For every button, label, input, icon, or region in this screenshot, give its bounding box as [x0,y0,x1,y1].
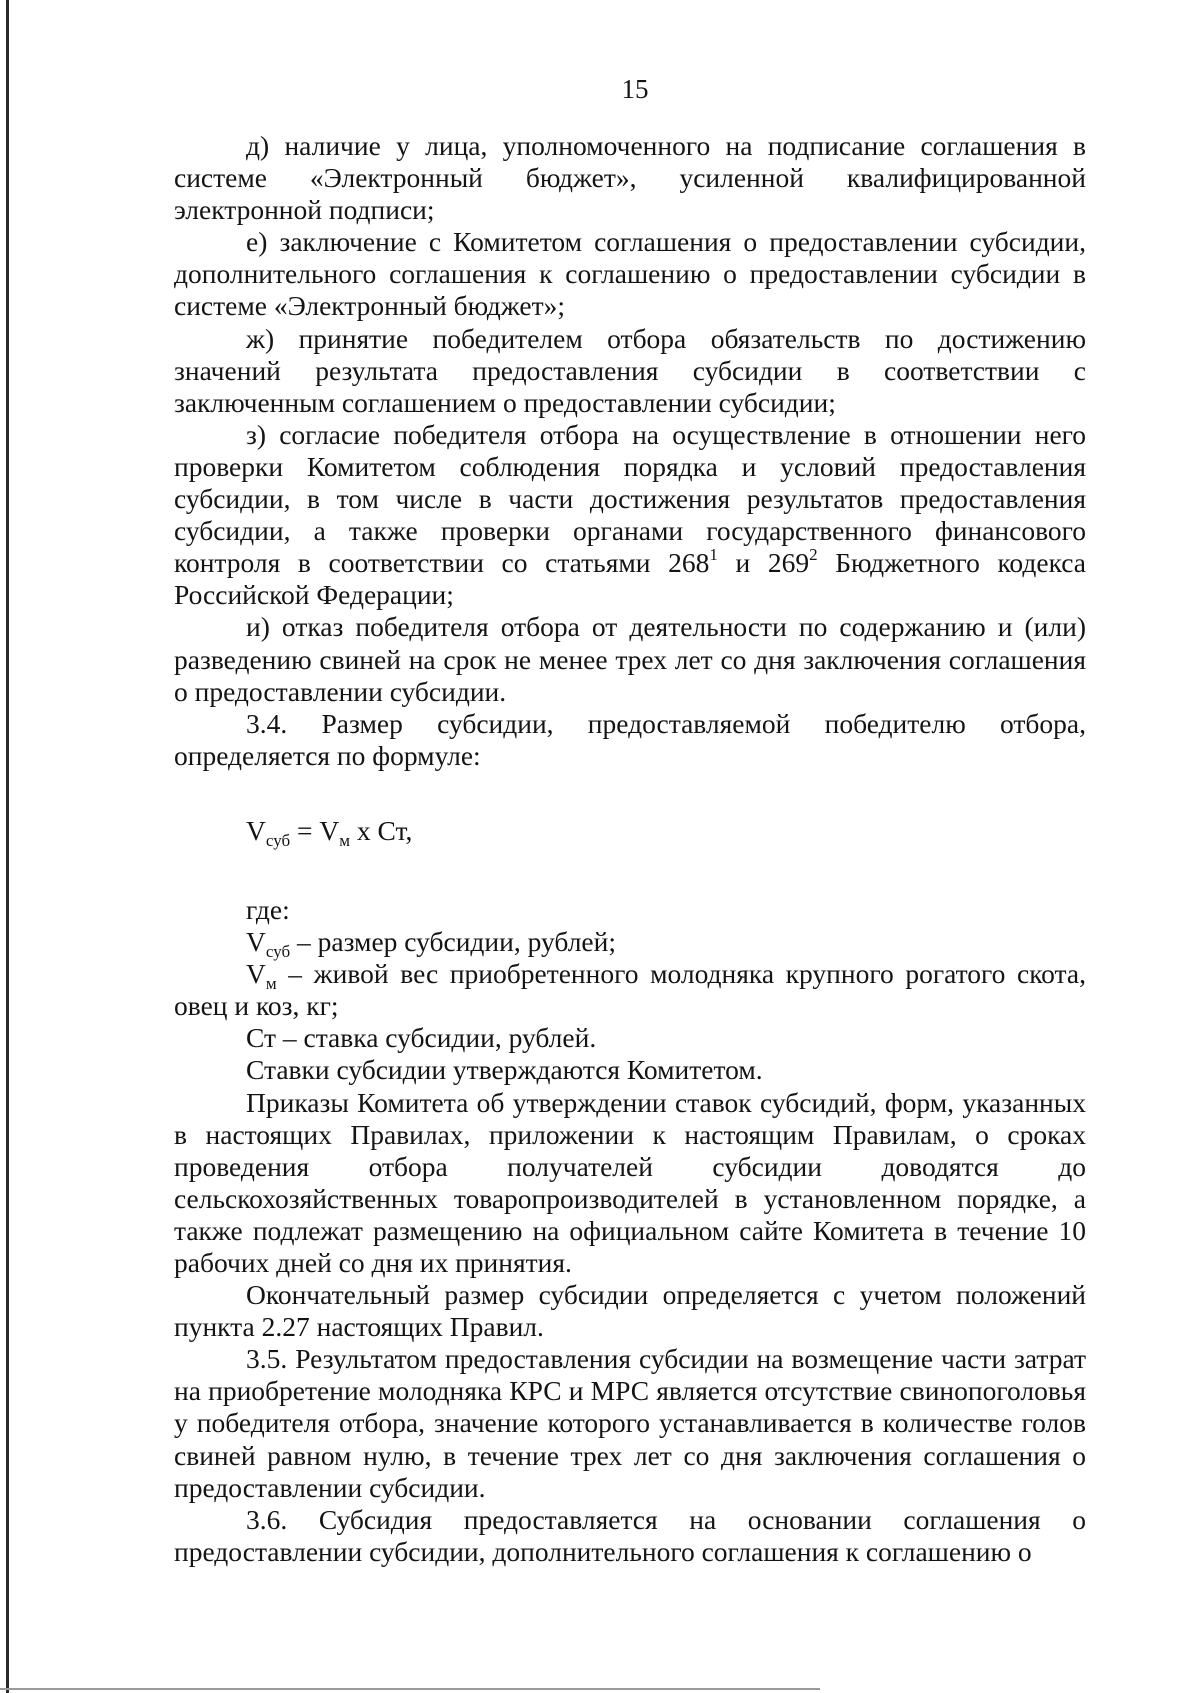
paragraph-z-text-2: и 269 [717,547,810,579]
formula-v-1: V [246,814,266,846]
paragraph-where: где: [246,893,290,925]
paragraph-3-5: 3.5. Результатом предоставления субсидии на возмещение части затрат на приобретение молодняка КРС и МРС является отсутствие свинопоголовья у победителя отбора, значение которого устанавливается в количестве голов свиней равном нулю, в течение трех лет со дня заключения соглашения о предоставлении субсидии. [174,1343,1086,1503]
paragraph-d: д) наличие у лица, уполномоченного на подписание соглашения в системе «Электронный бюджет», усиленной квалифицированной электронной подписи; [174,130,1086,226]
paragraph-e: е) заключение с Комитетом соглашения о предоставлении субсидии, дополнительного соглашения к соглашению о предоставлении субсидии в системе «Электронный бюджет»; [174,226,1086,322]
paragraph-rates: Ставки субсидии утверждаются Комитетом. [246,1054,763,1086]
paragraph-3-6: 3.6. Субсидия предоставляется на основании соглашения о предоставлении субсидии, дополнительного соглашения к соглашению о [174,1503,1086,1567]
paragraph-z [174,419,1086,612]
formula-v-2: V [319,814,340,846]
paragraph-orders: Приказы Комитета об утверждении ставок субсидий, форм, указанных в настоящих Правилах, приложении к настоящим Правилам, о сроках проведения отбора получателей субсидии доводятся до сельскохозяйственных товаропроизводителей в установленном порядке, а также подлежат размещению на официальном сайте Комитета в течение 10 рабочих дней со дня их принятия. [174,1086,1086,1278]
def-v-2: V [246,958,266,990]
scan-left-edge [6,0,9,1693]
paragraph-zh: ж) принятие победителем отбора обязательств по достижению значений результата предоставления субсидии в соответствии с заключенным соглашением о предоставлении субсидии; [174,322,1086,418]
definition-st: Ст – ставка субсидии, рублей. [246,1022,597,1054]
paragraph-3-4: 3.4. Размер субсидии, предоставляемой победителю отбора, определяется по формуле: [174,707,1086,771]
superscript-2: 2 [809,545,818,565]
def-sub-label: суб [265,942,291,962]
formula-m-label: м [339,830,351,850]
superscript-1: 1 [709,545,718,565]
def-vsub-text: – размер субсидии, рублей; [290,926,616,958]
subsidy-formula [174,814,1086,850]
paragraph-i: и) отказ победителя отбора от деятельности по содержанию и (или) разведению свиней на срок не менее трех лет со дня заключения соглашения о предоставлении субсидии. [174,611,1086,707]
paragraph-z-text-3: Бюджетного кодекса Российской Федерации; [174,547,1086,611]
page-number: 15 [621,74,649,104]
def-m-label: м [265,974,277,994]
formula-eq: = [290,814,320,846]
definition-vsub [174,926,1086,962]
formula-rest: х Ст, [350,814,413,846]
def-v-1: V [246,926,266,958]
formula-sub-label: суб [265,830,291,850]
paragraph-final-size: Окончательный размер субсидии определяется с учетом положений пункта 2.27 настоящих Правил. [174,1279,1086,1343]
def-vm-text: – живой вес приобретенного молодняка крупного рогатого скота, овец и коз, кг; [174,958,1086,1022]
document-body [174,130,1086,1568]
scan-bottom-edge [0,1688,820,1690]
definition-vm [174,958,1086,1022]
paragraph-z-text-1: з) согласие победителя отбора на осуществление в отношении него проверки Комитетом соблюдения порядка и условий предоставления субсидии, в том числе в части достижения результатов предоставления субсидии, а также проверки органами государственного финансового контроля в соответствии со статьями 268 [174,418,1086,579]
